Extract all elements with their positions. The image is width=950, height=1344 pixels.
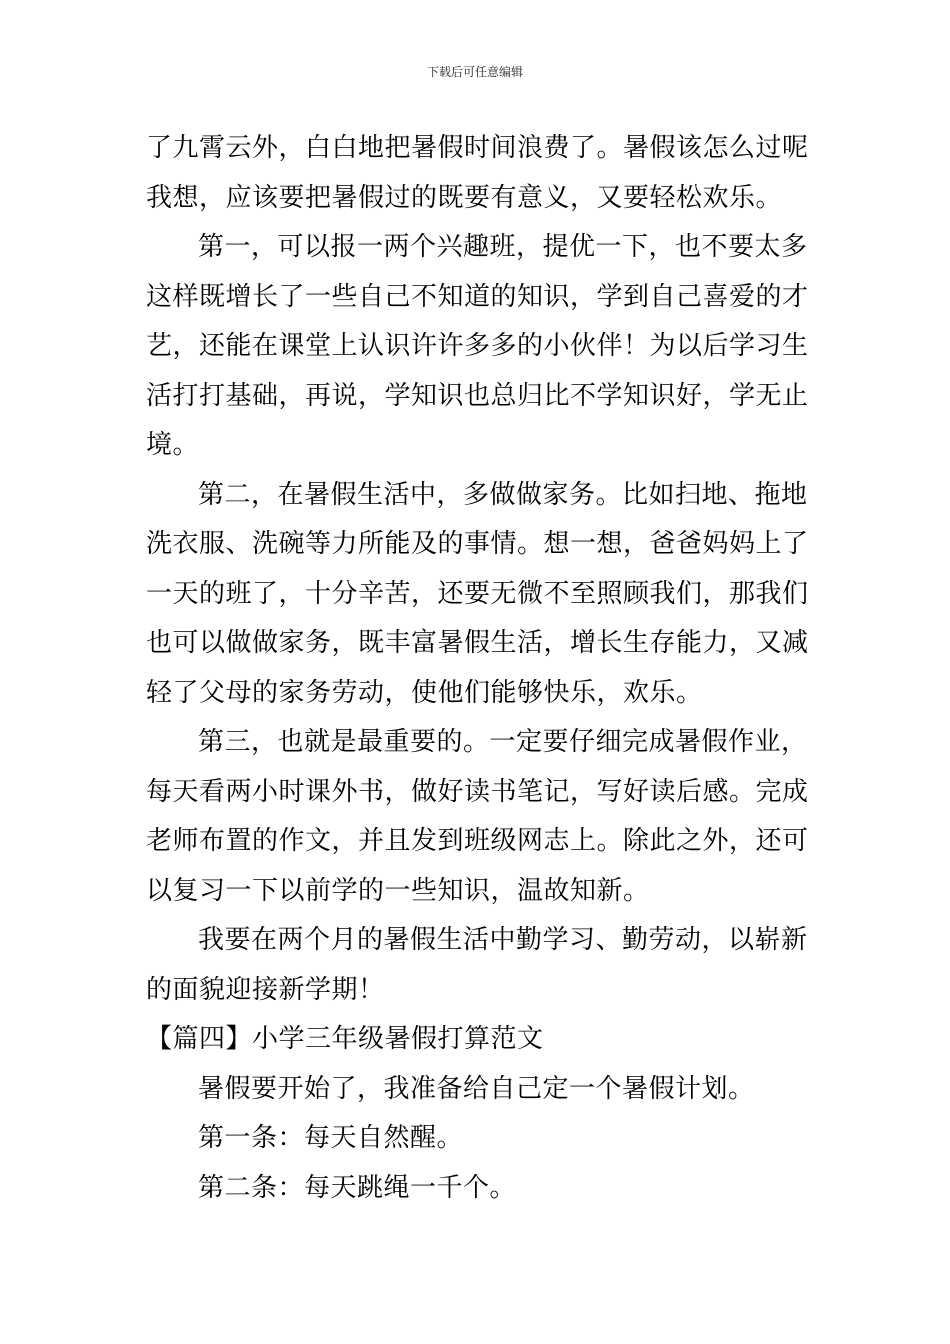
- section-heading: 【篇四】小学三年级暑假打算范文: [146, 1024, 544, 1054]
- text-line: 洗衣服、洗碗等力所能及的事情。想一想，爸爸妈妈上了: [146, 529, 809, 559]
- text-line: 一天的班了，十分辛苦，还要无微不至照顾我们，那我们: [146, 578, 809, 609]
- text-line: 境。: [146, 430, 200, 460]
- paragraph-start-line: 我要在两个月的暑假生活中勤学习、勤劳动，以崭新: [198, 925, 808, 955]
- document-body: [146, 124, 810, 1213]
- text-line: 我想，应该要把暑假过的既要有意义，又要轻松欢乐。: [146, 182, 783, 213]
- text-line: 每天看两小时课外书，做好读书笔记，写好读后感。完成: [146, 776, 809, 807]
- text-line: 艺，还能在课堂上认识许许多多的小伙伴！为以后学习生: [146, 331, 809, 361]
- paragraph-start-line: 第三，也就是最重要的。一定要仔细完成暑假作业，: [198, 727, 808, 757]
- paragraph-start-line: 第一条：每天自然醒。: [198, 1123, 464, 1153]
- text-line: 老师布置的作文，并且发到班级网志上。除此之外，还可: [146, 826, 809, 856]
- page-header-note: 下载后可任意编辑: [426, 65, 523, 79]
- text-line: 活打打基础，再说，学知识也总归比不学知识好，学无止: [146, 380, 809, 411]
- text-line: 轻了父母的家务劳动，使他们能够快乐，欢乐。: [146, 677, 703, 708]
- text-line: 了九霄云外，白白地把暑假时间浪费了。暑假该怎么过呢: [146, 133, 809, 163]
- text-line: 这样既增长了一些自己不知道的知识，学到自己喜爱的才: [146, 281, 809, 312]
- text-line: 的面貌迎接新学期！: [146, 974, 385, 1005]
- paragraph-start-line: 第二，在暑假生活中，多做做家务。比如扫地、拖地: [198, 479, 808, 510]
- paragraph-start-line: 第一，可以报一两个兴趣班，提优一下，也不要太多: [198, 232, 808, 262]
- paragraph-start-line: 暑假要开始了，我准备给自己定一个暑假计划。: [198, 1073, 755, 1104]
- text-line: 以复习一下以前学的一些知识，温故知新。: [146, 875, 650, 906]
- paragraph-start-line: 第二条：每天跳绳一千个。: [198, 1172, 517, 1203]
- text-line: 也可以做做家务，既丰富暑假生活，增长生存能力，又减: [146, 628, 809, 658]
